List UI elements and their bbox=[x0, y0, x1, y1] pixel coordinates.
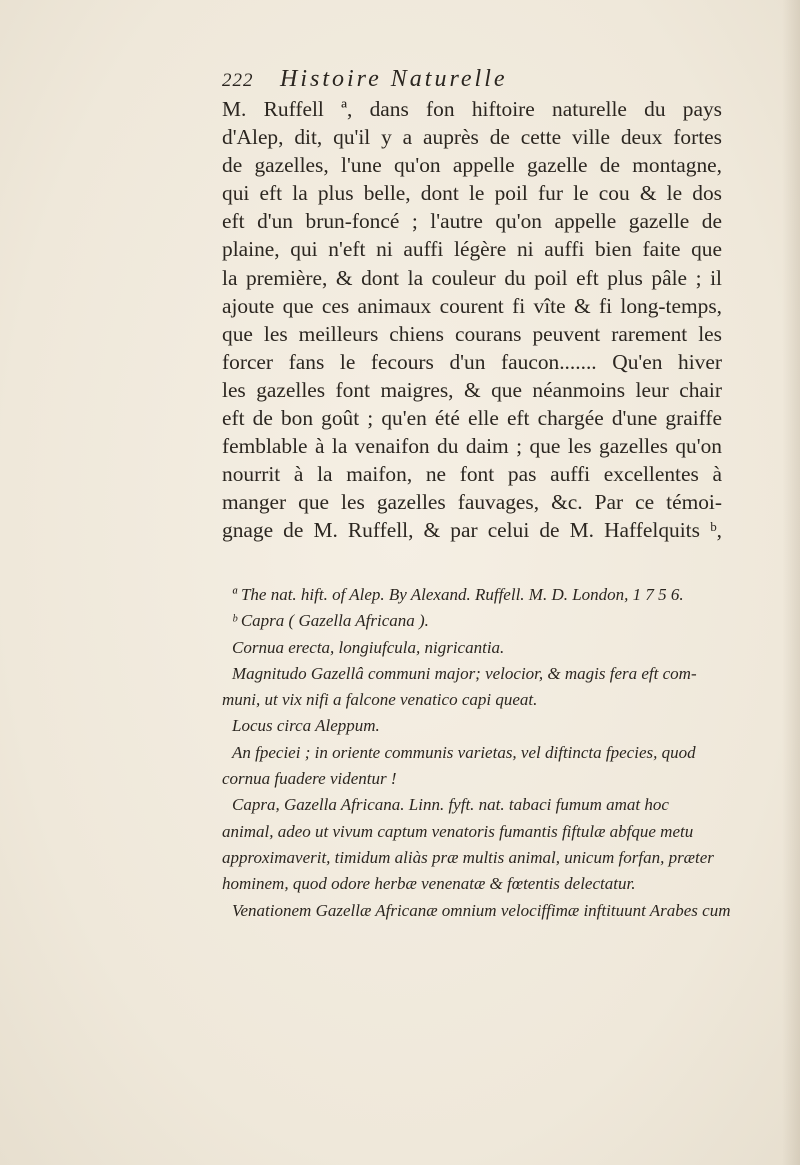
running-title: Histoire Naturelle bbox=[280, 66, 508, 92]
body-line: d'Alep, dit, qu'il y a auprès de cette ville deux fortes bbox=[222, 125, 722, 150]
footnote-a: ª The nat. hift. of Alep. By Alexand. Ruffell. M. D. London, 1 7 5 6. bbox=[232, 585, 684, 604]
footnotes bbox=[222, 582, 742, 924]
page-number: 222 bbox=[222, 70, 254, 91]
footnote-line: Locus circa Aleppum. bbox=[232, 716, 380, 736]
body-line: femblable à la venaifon du daim ; que les gazelles qu'on bbox=[222, 434, 722, 459]
footnote-line: cornua fuadere videntur ! bbox=[222, 769, 397, 789]
footnote-line: Venationem Gazellæ Africanæ omnium velociffimæ inftituunt Arabes cum bbox=[232, 900, 731, 920]
body-line: ajoute que ces animaux courent fi vîte & fi long-temps, bbox=[222, 293, 722, 318]
body-line: nourrit à la maifon, ne font pas auffi excellentes à bbox=[222, 462, 722, 487]
footnote-line: Capra, Gazella Africana. Linn. fyft. nat. tabaci fumum amat hoc bbox=[232, 795, 669, 815]
body-line: la première, & dont la couleur du poil eft plus pâle ; il bbox=[222, 265, 722, 290]
body-line: eft d'un brun-foncé ; l'autre qu'on appelle gazelle de bbox=[222, 209, 722, 234]
footnote-line: muni, ut vix nifi a falcone venatico capi queat. bbox=[222, 690, 538, 710]
body-line: qui eft la plus belle, dont le poil fur le cou & le dos bbox=[222, 181, 722, 206]
footnote-line: Cornua erecta, longiufcula, nigricantia. bbox=[232, 637, 505, 657]
footnote-line: An fpeciei ; in oriente communis varietas, vel diftincta fpecies, quod bbox=[232, 742, 696, 762]
main-text bbox=[222, 95, 722, 545]
body-line: manger que les gazelles fauvages, &c. Par ce témoi- bbox=[222, 490, 722, 515]
body-line: forcer fans le fecours d'un faucon....... Qu'en hiver bbox=[222, 349, 722, 374]
footnote-line: animal, adeo ut vivum captum venatoris fumantis fiftulæ abfque metu bbox=[222, 821, 694, 841]
page-edge-shadow bbox=[782, 0, 800, 1165]
body-line: de gazelles, l'une qu'on appelle gazelle de montagne, bbox=[222, 153, 722, 178]
page-header bbox=[222, 68, 682, 94]
body-line: plaine, qui n'eft ni auffi légère ni auffi bien faite que bbox=[222, 237, 722, 262]
body-line: les gazelles font maigres, & que néanmoins leur chair bbox=[222, 377, 722, 402]
body-line: que les meilleurs chiens courans peuvent rarement les bbox=[222, 321, 722, 346]
footnote-line: Magnitudo Gazellâ communi major; velocior, & magis fera eft com- bbox=[232, 663, 697, 683]
body-line: gnage de M. Ruffell, & par celui de M. Haffelquits ᵇ, bbox=[222, 518, 722, 543]
body-line: eft de bon goût ; qu'en été elle eft chargée d'une graiffe bbox=[222, 406, 722, 431]
footnote-line: hominem, quod odore herbæ venenatæ & fœtentis delectatur. bbox=[222, 874, 636, 894]
body-line: M. Ruffell ª, dans fon hiftoire naturelle du pays bbox=[222, 97, 722, 121]
footnote-line: approximaverit, timidum aliàs præ multis animal, unicum forfan, præter bbox=[222, 847, 714, 867]
footnote-b: ᵇ Capra ( Gazella Africana ). bbox=[232, 611, 429, 631]
